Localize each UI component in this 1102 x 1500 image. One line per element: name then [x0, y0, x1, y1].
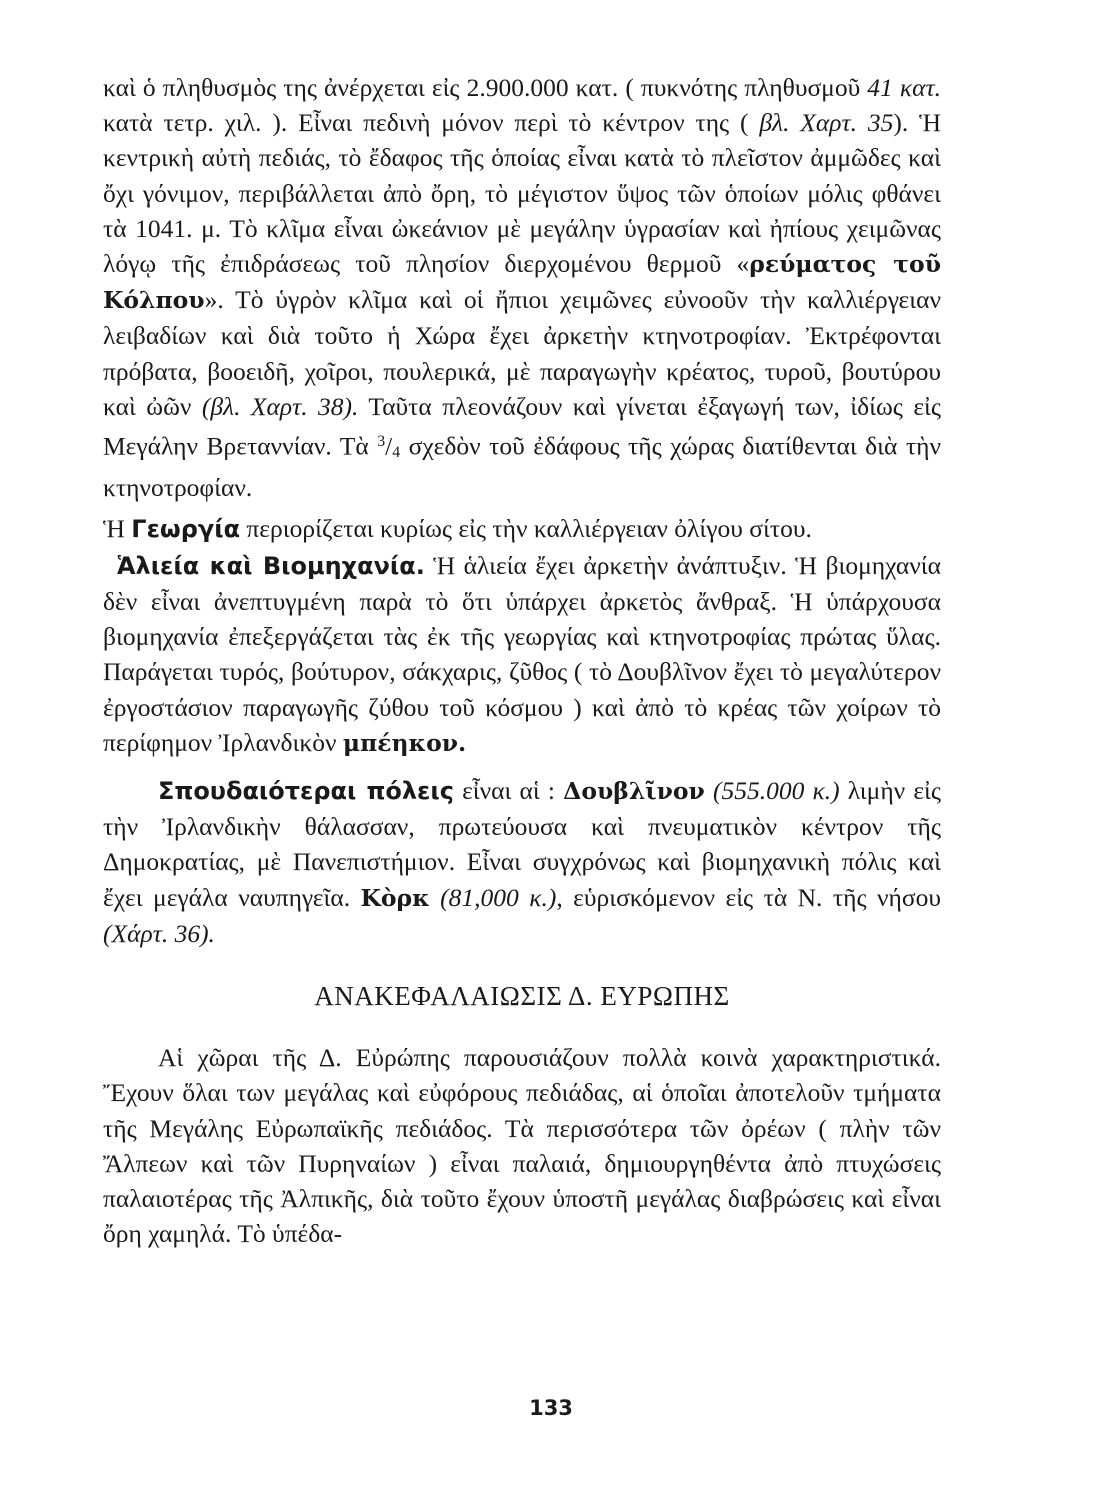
city-dublin: Δουβλῖνον	[563, 776, 705, 805]
text: λιμὴν εἰς τὴν Ἰρλανδικὴν θάλασσαν, πρωτεύουσα καὶ πνευματικὸν κέντρον τῆς Δημοκρατίας, μὲ Πανεπιστήμιον. Εἶναι συγχρόνως καὶ βιομηχανικὴ πόλις καὶ ἔχει μεγάλα ναυπηγεῖα.	[103, 775, 942, 912]
bold-term-gulf-stream: ρεύματος τοῦ Κόλπου	[103, 250, 941, 315]
paragraph-fishing-industry	[103, 548, 941, 761]
page-number: 133	[529, 1396, 573, 1420]
text: Ἡ ἁλιεία ἔχει ἀρκετὴν ἀνάπτυξιν. Ἡ βιομηχανία δὲν εἶναι ἀνεπτυγμένη παρὰ τὸ ὅτι ὑπάρχει ἀρκετὸς ἄνθραξ. Ἡ ὑπάρχουσα βιομηχανία ἐπεξεργάζεται τὰς ἐκ τῆς γεωργίας καὶ κτηνοτροφίας πρώτας ὕλας. Παράγεται τυρός, βούτυρον, σάκχαρις, ζῦθος ( τὸ Δουβλῖνον ἔχει τὸ μεγαλύτερον ἐργοστάσιον παραγωγῆς ζύθου τοῦ κόσμου ) καὶ ἀπὸ τὸ κρέας τῶν χοίρων τὸ περίφημον Ἰρλανδικὸν	[103, 550, 941, 757]
city-cork: Κὸρκ	[360, 883, 430, 912]
population-dublin: (555.000 κ.)	[704, 775, 840, 805]
bold-term-major-cities: Σπουδαιότεραι πόλεις	[158, 776, 454, 805]
italic-text: 41 κατ.	[867, 73, 941, 102]
page-body	[103, 70, 941, 1251]
map-reference: βλ. Χαρτ. 35	[759, 108, 894, 138]
map-reference: (Χάρτ. 36).	[103, 918, 215, 948]
paragraph-agriculture	[103, 511, 941, 547]
map-reference: (βλ. Χαρτ. 38).	[201, 391, 359, 421]
text: Ἡ	[103, 514, 132, 544]
text: ». Τὸ ὑγρὸν κλῖμα καὶ οἱ ἤπιοι χειμῶνες εὐνοοῦν τὴν καλλιέργειαν λειβαδίων καὶ διὰ τοῦτο ἡ Χώρα ἔχει ἀρκετὴν κτηνοτροφίαν. Ἐκτρέφονται πρόβατα, βοοειδῆ, χοῖροι, πουλερικά, μὲ παραγωγὴν κρέατος, τυροῦ, βουτύρου καὶ ὠῶν	[103, 285, 941, 421]
text: ). Ἡ κεντρικὴ αὐτὴ πεδιάς, τὸ ἔδαφος τῆς ὁποίας εἶναι κατὰ τὸ πλεῖστον ἀμμῶδες καὶ ὄχι γόνιμον, περιβάλλεται ἀπὸ ὄρη, τὸ μέγιστον ὕψος τῶν ὁποίων μόλις φθάνει τὰ 1041. μ. Τὸ κλῖμα εἶναι ὠκεάνιον μὲ μεγάλην ὑγρασίαν καὶ ἠπίους χειμῶνας λόγῳ τῆς ἐπιδράσεως τοῦ πλησίον διερχομένου θερμοῦ «	[103, 108, 941, 279]
text: κατὰ τετρ. χιλ. ). Εἶναι πεδινὴ μόνον περὶ τὸ κέντρον της (	[103, 108, 760, 138]
section-heading: ΑΝΑΚΕΦΑΛΑΙΩΣΙΣ Δ. ΕΥΡΩΠΗΣ	[314, 980, 730, 1011]
population-cork: (81,000 κ.)	[429, 882, 557, 912]
text: , εὑρισκόμενον εἰς τὰ Ν. τῆς νήσου	[556, 882, 941, 912]
text: σχεδὸν τοῦ ἐδάφους τῆς χώρας διατίθενται διὰ τὴν κτηνοτροφίαν.	[103, 431, 942, 503]
bold-term-fishing-industry: Ἁλιεία καὶ Βιομηχανία.	[117, 551, 425, 580]
paragraph-major-cities	[103, 773, 941, 951]
text: Ταῦτα πλεονάζουν καὶ γίνεται ἐξαγωγή των, ἰδίως εἰς Μεγάλην Βρεταννίαν. Τὰ	[103, 391, 941, 461]
bold-term-bacon: μπέηκον.	[342, 728, 467, 757]
paragraph-summary-western-europe	[103, 1040, 941, 1251]
text: περιορίζεται κυρίως εἰς τὴν καλλιέργειαν ὀλίγου σίτου.	[240, 514, 812, 544]
bold-term-agriculture: Γεωργία	[131, 515, 241, 544]
paragraph-ireland-population-climate: καὶ ὁ πληθυσμὸς της ἀνέρχεται εἰς 2.900.000 κατ. ( πυκνότης πληθυσμοῦ 41 κατ. κατὰ τετρ. χιλ. ). Εἶναι πεδινὴ μόνον περὶ τὸ κέντρον της ( βλ. Χαρτ. 35). Ἡ κεντρικὴ αὐτὴ πεδιάς, τὸ ἔδαφος τῆς ὁποίας εἶναι κατὰ τὸ πλεῖστον ἀμμῶδες καὶ ὄχι γόνιμον, περιβάλλεται ἀπὸ ὄρη, τὸ μέγιστον ὕψος τῶν ὁποίων μόλις φθάνει τὰ 1041. μ. Τὸ κλῖμα εἶναι ὠκεάνιον μὲ μεγάλην ὑγρασίαν καὶ ἠπίους χειμῶνας λόγῳ τῆς ἐπιδράσεως τοῦ πλησίον διερχομένου θερμοῦ «ρεύματος τοῦ Κόλπου». Τὸ ὑγρὸν κλῖμα καὶ οἱ ἤπιοι χειμῶνες εὐνοοῦν τὴν καλλιέργειαν λειβαδίων καὶ διὰ τοῦτο ἡ Χώρα ἔχει ἀρκετὴν κτηνοτροφίαν. Ἐκτρέφονται πρόβατα, βοοειδῆ, χοῖροι, πουλερικά, μὲ παραγωγὴν κρέατος, τυροῦ, βουτύρου καὶ ὠῶν (βλ. Χαρτ. 38). Ταῦτα πλεονάζουν καὶ γίνεται ἐξαγωγή των, ἰδίως εἰς Μεγάλην Βρεταννίαν. Τὰ $^3$/4 σχεδὸν τοῦ ἐδάφους τῆς χώρας διατίθενται διὰ τὴν κτηνοτροφίαν.	[103, 73, 942, 503]
text: Αἱ χῶραι τῆς Δ. Εὐρώπης παρουσιάζουν πολλὰ κοινὰ χαρακτηριστικά. Ἔχουν ὅλαι των μεγάλας καὶ εὐφόρους πεδιάδας, αἱ ὁποῖαι ἀποτελοῦν τμήματα τῆς Μεγάλης Εὐρωπαϊκῆς πεδιάδος. Τὰ περισσότερα τῶν ὀρέων ( πλὴν τῶν Ἄλπεων καὶ τῶν Πυρηναίων ) εἶναι παλαιά, δημιουργηθέντα ἀπὸ πτυχώσεις παλαιοτέρας τῆς Ἀλπικῆς, διὰ τοῦτο ἔχουν ὑποστῆ μεγάλας διαβρώσεις καὶ εἶναι ὄρη χαμηλά. Τὸ ὑπέδα-	[103, 1043, 941, 1249]
text: καὶ ὁ πληθυσμὸς της ἀνέρχεται εἰς 2.900.000 κατ. ( πυκνότης πληθυσμοῦ	[103, 73, 868, 102]
fraction-numerator: 3	[377, 433, 386, 451]
text: εἶναι αἱ :	[453, 775, 564, 805]
fraction-denominator: 4	[392, 444, 401, 462]
